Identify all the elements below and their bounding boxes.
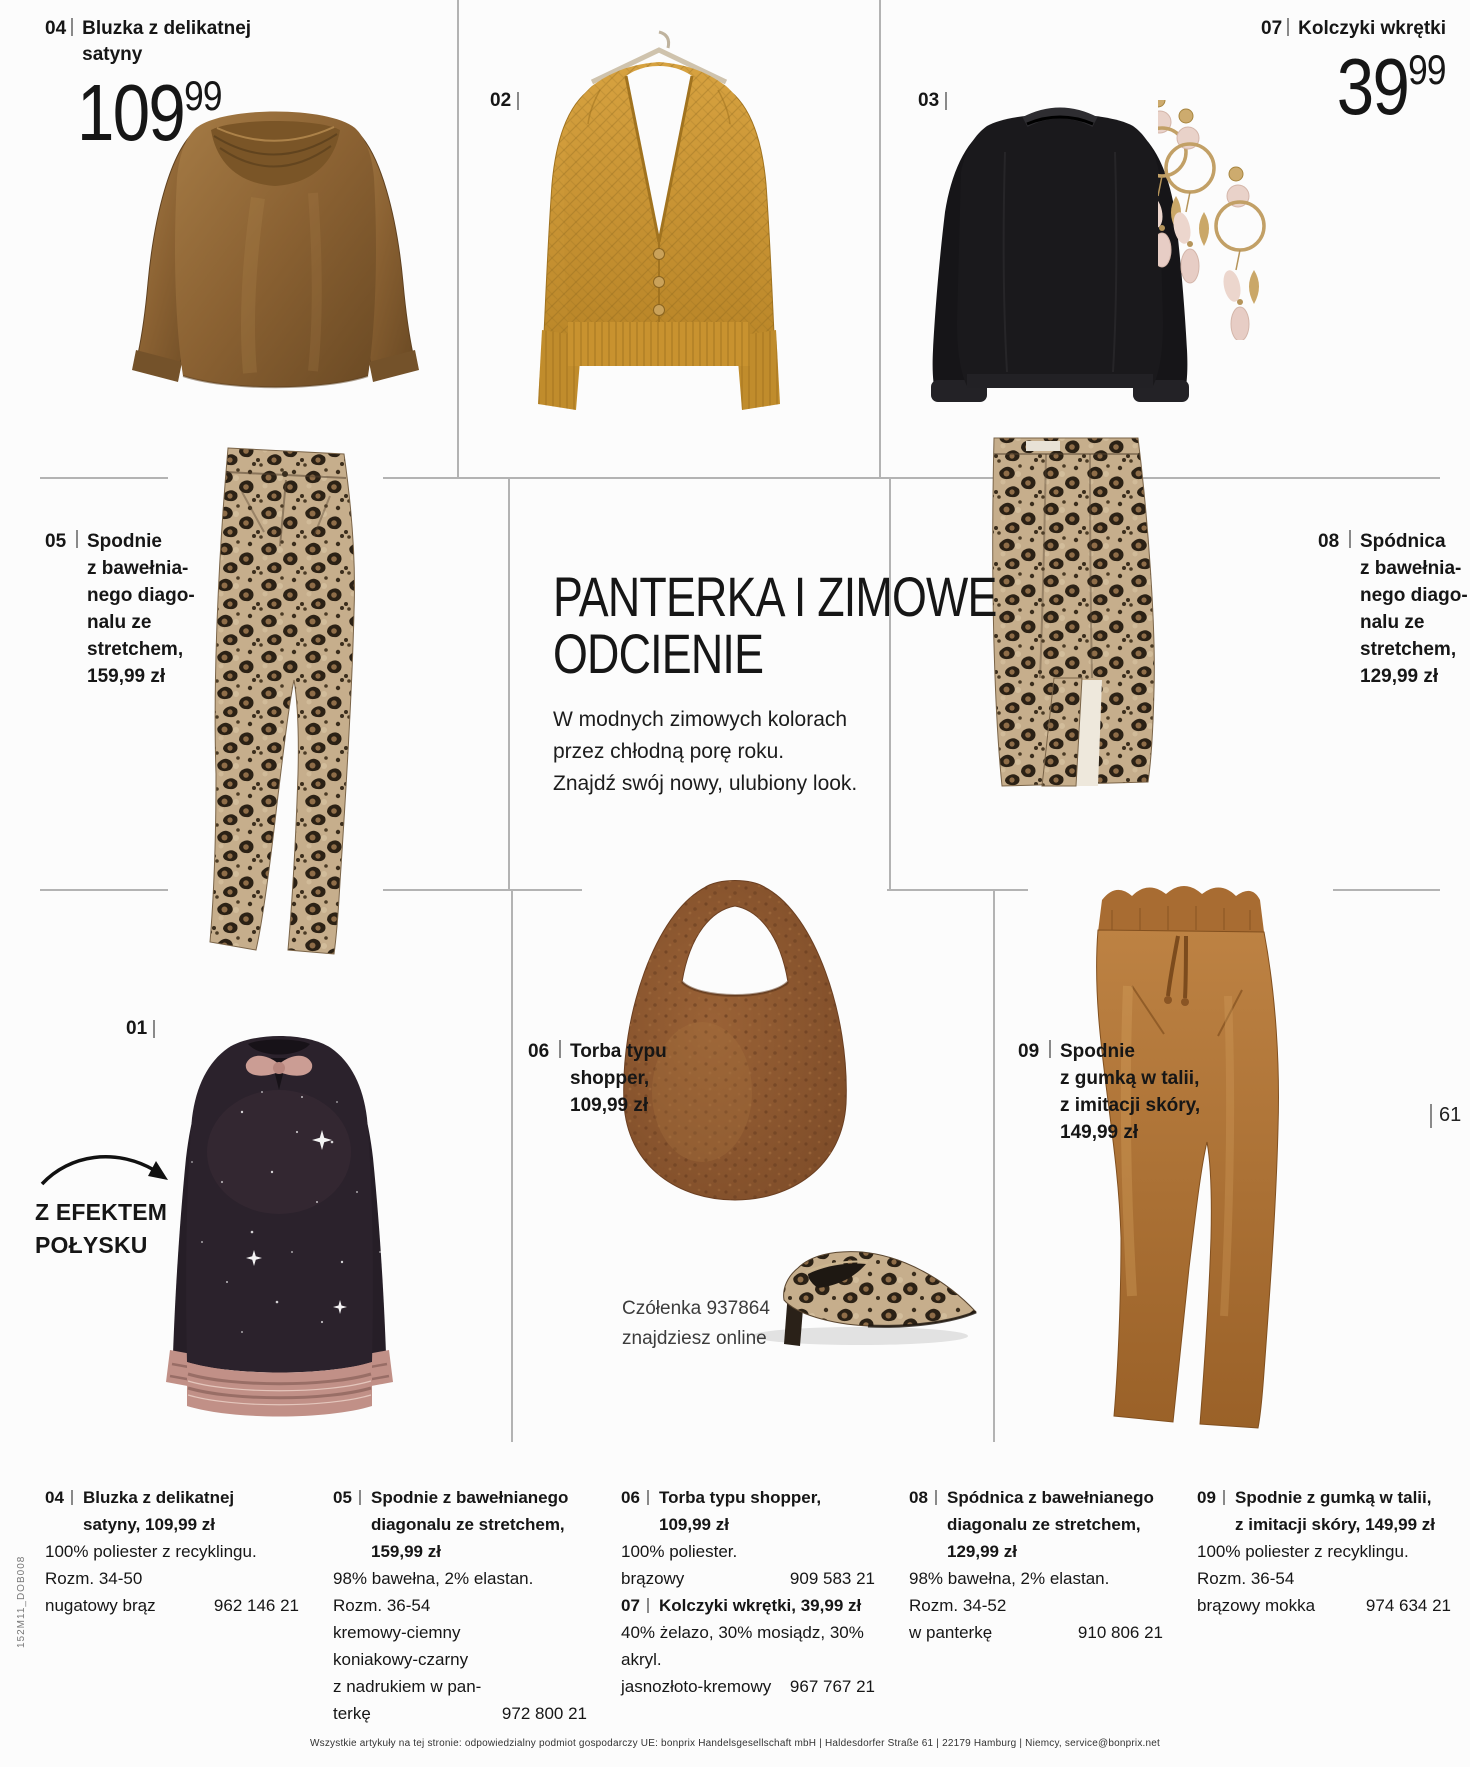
detail-text: 100% poliester z recyklingu. (1197, 1542, 1409, 1561)
detail-row (909, 1538, 1201, 1565)
hero-right-price (1337, 42, 1446, 131)
detail-row (1197, 1484, 1451, 1511)
detail-text: Spodnie z gumką w talii, (1235, 1488, 1432, 1507)
text-line: shopper, (570, 1068, 650, 1089)
divider-bar (1349, 530, 1351, 548)
divider-bar (945, 92, 947, 110)
text-line: ODCIENIE (553, 622, 764, 685)
detail-column-3 (621, 1484, 909, 1727)
text-line: nego diago- (87, 585, 195, 606)
detail-text: diagonalu ze stretchem, (947, 1515, 1141, 1534)
detail-row (1197, 1592, 1451, 1619)
item-number: 05 (333, 1488, 352, 1507)
article-code: 967 767 21 (789, 1677, 875, 1696)
hero-left-title-lines (82, 16, 251, 68)
item-number: 05 (45, 531, 67, 552)
detail-row (45, 1511, 337, 1538)
detail-text: nugatowy brąz (45, 1596, 156, 1615)
article-code: 909 583 21 (789, 1569, 875, 1588)
article-code: 910 806 21 (1077, 1623, 1163, 1642)
detail-text: Rozm. 34-52 (909, 1596, 1007, 1615)
text-line: nego diago- (1360, 585, 1468, 606)
text-line: nalu ze (87, 612, 152, 633)
text-line: Spódnica (1360, 531, 1446, 552)
detail-text: 129,99 zł (947, 1542, 1017, 1561)
page-number (1430, 1104, 1461, 1128)
detail-text: z imitacji skóry, 149,99 zł (1235, 1515, 1436, 1534)
divider-bar (359, 1490, 361, 1505)
divider-bar (71, 1490, 73, 1505)
text-line: z imitacji skóry, (1060, 1095, 1201, 1116)
product-caption-08 (1318, 528, 1468, 690)
divider-bar (647, 1598, 649, 1613)
divider-bar (1049, 1040, 1051, 1058)
detail-text: jasnozłoto-kremowy (621, 1677, 772, 1696)
legal-footer: Wszystkie artykuły na tej stronie: odpowiedzialny podmiot gospodarczy UE: bonprix Handelsgesellschaft mbH | Haldesdorfer Straße 61 | 22179 Hamburg | Niemcy, service@bonprix.net (310, 1738, 1160, 1749)
product-image-glitter-sweater (132, 1002, 427, 1447)
hero-right-title (1261, 16, 1446, 42)
product-caption-06 (528, 1038, 667, 1119)
divider-bar (153, 1020, 155, 1038)
text-line: Bluzka z delikatnej (82, 18, 252, 39)
detail-text: Spodnie z bawełnianego (371, 1488, 569, 1507)
text-line: Torba typu (570, 1041, 667, 1062)
text-line: Spodnie (1060, 1041, 1135, 1062)
detail-text: 109,99 zł (659, 1515, 729, 1534)
detail-text: terkę (333, 1704, 371, 1723)
product-image-leopard-pants (168, 432, 383, 977)
detail-row (909, 1484, 1163, 1511)
detail-text: Torba typu shopper, (659, 1488, 822, 1507)
item-number: 09 (1197, 1488, 1216, 1507)
hero-right-block (1261, 16, 1446, 131)
grid-line-v-bottom-right (993, 891, 995, 1442)
center-text-block (553, 565, 1107, 800)
detail-row (333, 1592, 587, 1619)
detail-text: Rozm. 36-54 (1197, 1569, 1295, 1588)
divider-bar (76, 530, 78, 548)
item-number: 02 (490, 90, 512, 111)
detail-text: 98% bawełna, 2% elastan. (333, 1569, 534, 1588)
item-number: 07 (1261, 18, 1283, 39)
detail-row (909, 1619, 1163, 1646)
product-image-leather-pants (1028, 866, 1333, 1451)
detail-text: 100% poliester z recyklingu. (45, 1542, 257, 1561)
hero-right-title-text: Kolczyki wkrętki (1298, 18, 1446, 39)
detail-row (621, 1538, 875, 1565)
caption-lines (87, 528, 195, 690)
detail-row (45, 1484, 299, 1511)
hero-left-block (45, 16, 252, 157)
detail-row (621, 1673, 875, 1700)
detail-row (621, 1565, 875, 1592)
divider-bar (517, 92, 519, 110)
text-line: satyny (82, 44, 143, 65)
detail-row (1197, 1565, 1451, 1592)
detail-row (45, 1538, 299, 1565)
detail-row (45, 1565, 299, 1592)
item-number: 06 (621, 1488, 640, 1507)
detail-row (333, 1565, 587, 1592)
detail-row (1197, 1538, 1451, 1565)
detail-row (333, 1700, 587, 1727)
detail-row (621, 1511, 913, 1538)
detail-text: 159,99 zł (371, 1542, 441, 1561)
effect-arrow (36, 1142, 186, 1199)
detail-row (333, 1673, 587, 1700)
text-line: z bawełnia- (87, 558, 189, 579)
price-integer: 109 (77, 68, 185, 157)
text-line: POŁYSKU (35, 1232, 148, 1258)
detail-columns (45, 1484, 1470, 1727)
detail-row (333, 1619, 587, 1646)
text-line: znajdziesz online (622, 1328, 767, 1349)
text-line: nalu ze (1360, 612, 1425, 633)
detail-row (333, 1511, 625, 1538)
print-side-code: 152M11_DOB008 (16, 1555, 27, 1648)
text-line: stretchem, (1360, 639, 1457, 660)
caption-lines (1360, 528, 1468, 690)
item-number: 08 (1318, 531, 1340, 552)
detail-row (333, 1538, 625, 1565)
detail-text: 98% bawełna, 2% elastan. (909, 1569, 1110, 1588)
text-line: 109,99 zł (570, 1095, 649, 1116)
price-decimals: 99 (1408, 46, 1446, 93)
detail-text: 40% żelazo, 30% mosiądz, 30% (621, 1623, 864, 1642)
detail-row (333, 1646, 587, 1673)
detail-column-2 (333, 1484, 621, 1727)
item-label-03 (918, 90, 947, 112)
curved-arrow-icon (36, 1142, 186, 1194)
article-code: 974 634 21 (1365, 1596, 1451, 1615)
detail-row (909, 1565, 1163, 1592)
detail-text: akryl. (621, 1650, 662, 1669)
grid-line-v-top-left (457, 0, 459, 478)
item-number: 03 (918, 90, 940, 111)
detail-row (909, 1592, 1163, 1619)
detail-row (333, 1484, 587, 1511)
shoe-note (622, 1294, 770, 1354)
price-decimals: 99 (184, 72, 222, 119)
detail-column-5 (1197, 1484, 1470, 1727)
waist-label (1026, 441, 1060, 451)
detail-row (621, 1619, 875, 1646)
item-label-01 (126, 1018, 155, 1040)
hero-left-price (77, 68, 223, 157)
text-line: 129,99 zł (1360, 666, 1439, 687)
detail-column-4 (909, 1484, 1197, 1727)
text-line: przez chłodną porę roku. (553, 740, 785, 763)
text-line: 149,99 zł (1060, 1122, 1139, 1143)
divider-bar (559, 1040, 561, 1058)
divider-bar (1430, 1104, 1432, 1128)
item-number: 01 (126, 1018, 148, 1039)
effect-note (35, 1196, 167, 1262)
page-title (553, 565, 997, 685)
detail-text: Kolczyki wkrętki, 39,99 zł (659, 1596, 862, 1615)
detail-text: Spódnica z bawełnianego (947, 1488, 1154, 1507)
detail-row (45, 1592, 299, 1619)
product-caption-05 (45, 528, 195, 690)
hanger-hook (659, 32, 669, 48)
item-number: 06 (528, 1041, 550, 1062)
item-number: 09 (1018, 1041, 1040, 1062)
detail-row (621, 1646, 875, 1673)
caption-lines (570, 1038, 667, 1119)
detail-text: brązowy mokka (1197, 1596, 1316, 1615)
text-line: Czółenka 937864 (622, 1298, 770, 1319)
grid-line-v-top-right (879, 0, 881, 478)
divider-bar (647, 1490, 649, 1505)
detail-text: z nadrukiem w pan- (333, 1677, 482, 1696)
detail-text: brązowy (621, 1569, 685, 1588)
price-integer: 39 (1337, 42, 1409, 131)
item-number: 04 (45, 18, 67, 39)
detail-row (909, 1511, 1201, 1538)
grid-line-v-mid-left (508, 479, 510, 890)
text-line: z gumką w talii, (1060, 1068, 1200, 1089)
item-label-02 (490, 90, 519, 112)
text-line: z bawełnia- (1360, 558, 1462, 579)
hero-left-title (45, 16, 251, 68)
detail-column-1 (45, 1484, 333, 1727)
divider-bar (1223, 1490, 1225, 1505)
item-number: 04 (45, 1488, 64, 1507)
item-number: 07 (621, 1596, 640, 1615)
divider-bar (71, 18, 73, 36)
caption-lines (1060, 1038, 1200, 1146)
detail-text: w panterkę (909, 1623, 993, 1642)
product-image-knit-cardigan (522, 24, 797, 416)
text-line: stretchem, (87, 639, 184, 660)
product-caption-09 (1018, 1038, 1200, 1146)
detail-text: Rozm. 34-50 (45, 1569, 143, 1588)
detail-text: Bluzka z delikatnej (83, 1488, 235, 1507)
text-line: Z EFEKTEM (35, 1199, 168, 1225)
detail-row (621, 1484, 875, 1511)
article-code: 972 800 21 (501, 1704, 587, 1723)
detail-text: 100% poliester. (621, 1542, 738, 1561)
page-number-value: 61 (1439, 1104, 1462, 1126)
detail-text: kremowy-ciemny (333, 1623, 461, 1642)
text-line: Spodnie (87, 531, 162, 552)
article-code: 962 146 21 (213, 1596, 299, 1615)
intro-paragraph (553, 704, 1107, 800)
detail-text: koniakowy-czarny (333, 1650, 469, 1669)
detail-text: satyny, 109,99 zł (83, 1515, 215, 1534)
product-image-earrings (1158, 100, 1273, 340)
detail-text: Rozm. 36-54 (333, 1596, 431, 1615)
detail-row (1197, 1511, 1470, 1538)
text-line: 159,99 zł (87, 666, 166, 687)
divider-bar (935, 1490, 937, 1505)
divider-bar (1287, 18, 1289, 36)
text-line: Znajdź swój nowy, ulubiony look. (553, 772, 858, 795)
grid-line-v-bottom-left (511, 891, 513, 1442)
text-line: W modnych zimowych kolorach (553, 708, 848, 731)
detail-text: diagonalu ze stretchem, (371, 1515, 565, 1534)
detail-row (621, 1592, 875, 1619)
text-line: PANTERKA I ZIMOWE (553, 565, 997, 628)
item-number: 08 (909, 1488, 928, 1507)
